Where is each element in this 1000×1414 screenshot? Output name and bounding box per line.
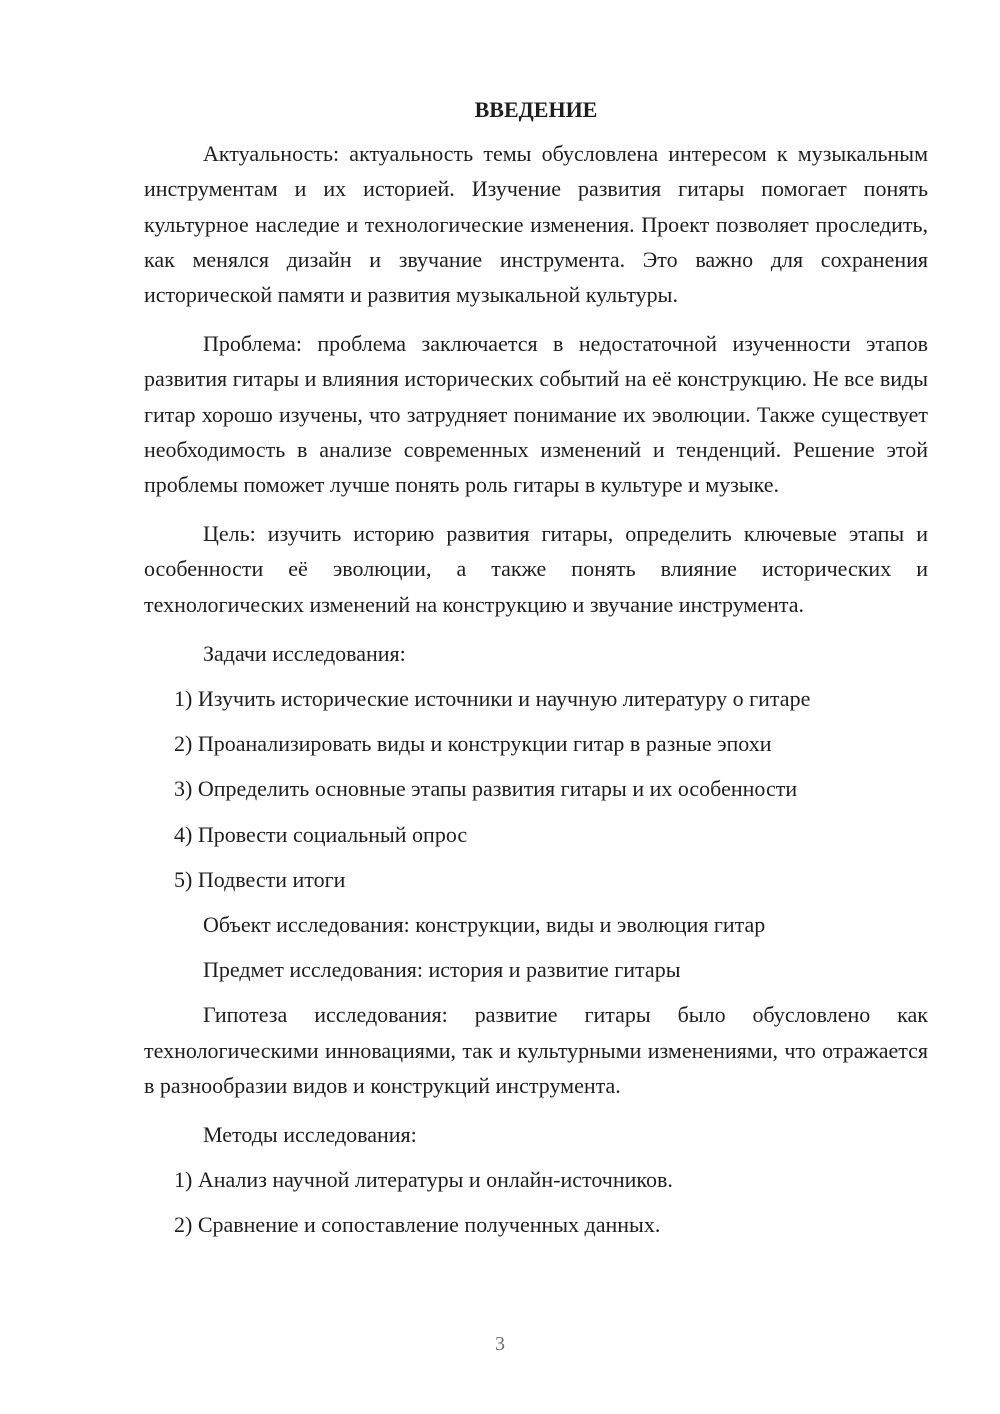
task-item-5: 5) Подвести итоги — [174, 866, 346, 892]
task-item-2: 2) Проанализировать виды и конструкции гитар в разные эпохи — [174, 731, 772, 757]
research-object: Объект исследования: конструкции, виды и эволюция гитар — [203, 912, 766, 938]
section-title: ВВЕДЕНИЕ — [474, 97, 598, 122]
task-item-4: 4) Провести социальный опрос — [174, 821, 468, 847]
methods-heading: Методы исследования: — [203, 1122, 417, 1148]
tasks-heading: Задачи исследования: — [203, 640, 406, 666]
document-page — [144, 92, 928, 1253]
task-item-1: 1) Изучить исторические источники и научную литературу о гитаре — [174, 686, 811, 712]
hypothesis-paragraph: Гипотеза исследования: развитие гитары было обусловлено как технологическими инновациями, так и культурными изменениями, что отражается в разнообразии видов и конструкций инструмента. — [144, 1002, 928, 1098]
relevance-paragraph: Актуальность: актуальность темы обусловлена интересом к музыкальным инструментам и их историей. Изучение развития гитары помогает понять культурное наследие и технологические изменения. Проект позволяет проследить, как менялся дизайн и звучание инструмента. Это важно для сохранения исторической памяти и развития музыкальной культуры. — [144, 141, 928, 308]
method-item-2: 2) Сравнение и сопоставление полученных данных. — [174, 1212, 661, 1238]
page-number: 3 — [495, 1333, 505, 1355]
task-item-3: 3) Определить основные этапы развития гитары и их особенности — [174, 776, 798, 802]
research-subject: Предмет исследования: история и развитие гитары — [203, 957, 681, 983]
problem-paragraph: Проблема: проблема заключается в недостаточной изученности этапов развития гитары и влияния исторических событий на её конструкцию. Не все виды гитар хорошо изучены, что затрудняет понимание их эволюции. Также существует необходимость в анализе современных изменений и тенденций. Решение этой проблемы поможет лучше понять роль гитары в культуре и музыке. — [144, 331, 928, 498]
method-item-1: 1) Анализ научной литературы и онлайн-источников. — [174, 1167, 673, 1193]
goal-paragraph: Цель: изучить историю развития гитары, определить ключевые этапы и особенности её эволюции, а также понять влияние исторических и технологических изменений на конструкцию и звучание инструмента. — [144, 521, 928, 617]
